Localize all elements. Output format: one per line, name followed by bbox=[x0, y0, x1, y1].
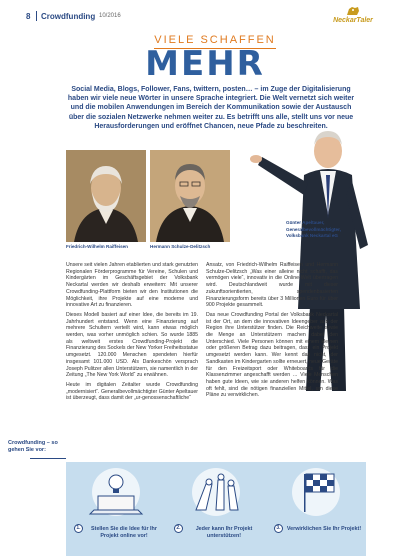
step-1 bbox=[66, 462, 166, 556]
body-paragraph: Das neue Crowdfunding Portal der Volksbank Neckartal ist der Ort, an dem die innovativen Ideengeber aus der Region ihre Unterstützer finden. Die Reichweite sowie die Menge an Unterstützern machen dabei den Unterschied. Viele Personen können mit einem kleinen oder größeren Betrag dazu beitragen, dass ein Projekt umgesetzt werden kann. Wer kennt das nicht, der Sandkasten im Kindergarten sollte erneuert, neue Geräte für den Freizeitsport oder Whiteboards für die Klassenzimmer angeschafft werden … Viele Menschen haben gute Ideen, wie sie anderen helfen können. Was oft fehlt, sind die nötigen finanziellen Mittel, um diese Pläne zu verwirklichen. bbox=[206, 311, 338, 399]
title-kicker: VIELE SCHAFFEN bbox=[154, 34, 276, 46]
person-caption-line-1: Günter Apeltauer, bbox=[286, 220, 325, 225]
portrait-caption-left: Friedrich-Wilhelm Raiffeisen bbox=[66, 244, 128, 249]
page-number: 8 bbox=[26, 12, 31, 21]
lightbulb-laptop-icon bbox=[66, 462, 166, 522]
step-number: 3. bbox=[274, 524, 283, 533]
crowdfunding-steps-label: Crowdfunding – so gehen Sie vor: bbox=[8, 440, 58, 453]
section-name: Crowdfunding bbox=[41, 12, 96, 21]
body-column-left bbox=[66, 262, 198, 405]
page-title: MEHR bbox=[145, 44, 265, 84]
header-divider bbox=[36, 11, 37, 21]
step-number: 2. bbox=[174, 524, 183, 533]
person-caption-line-2: Generalbevollmächtigter, bbox=[286, 226, 341, 232]
step-3 bbox=[266, 462, 366, 556]
portrait-caption-right: Hermann Schulze-Delitzsch bbox=[150, 244, 211, 249]
helping-hands-icon bbox=[166, 462, 266, 522]
person-caption bbox=[286, 220, 356, 240]
person-caption-line-3: Volksbank Neckartal eG bbox=[286, 233, 339, 238]
brand-logo bbox=[331, 5, 375, 29]
body-paragraph: Dieses Modell basiert auf einer Idee, die bereits im 19. Jahrhundert entstand. Wenn eine Finanzierung auf mehrere Schultern verteilt wird, kann etwas möglich werden, was vorher unmöglich schien. So wurde 1885 als weltweit erstes Crowdfunding-Projekt die Finanzierung des Sockels der New Yorker Freiheitsstatue umgesetzt. 120.000 Menschen spendeten hierfür insgesamt 101.000 USD. Als Dankeschön versprach Joseph Pulitzer allen Unterstützern, sie namentlich in der Zeitung „The New York World“ zu erwähnen. bbox=[66, 311, 198, 379]
body-paragraph: Unsere seit vielen Jahren etablierten und stark genutzten Regionalen Förderprogramme für Vereine, Schulen und Kindergärten im Geschäftsgebiet der Volksbank Neckartal werden wir deshalb erweitern: Mit unserer Crowdfunding-Plattform bieten wir den Institutionen die Möglichkeit, ihre Projekte auf eine moderne und innovative Art zu finanzieren. bbox=[66, 262, 198, 309]
body-paragraph: Heute im digitalen Zeitalter wurde Crowdfunding „modernisiert“. Generalbevollmächtigter Günter Apeltauer ist überzeugt, dass damit der „ur-genossenschaftliche“ bbox=[66, 381, 198, 402]
portrait-schulze-delitzsch bbox=[150, 150, 230, 242]
portrait-raiffeisen bbox=[66, 150, 146, 242]
step-number: 1. bbox=[74, 524, 83, 533]
step-2 bbox=[166, 462, 266, 556]
lead-paragraph: Social Media, Blogs, Follower, Fans, twittern, posten… – im Zuge der Digitalisierung haben wir viele neue Wörter in unsere Sprache integriert. Die Welt vernetzt sich weiter und die mobilen Anwendungen im Bereich der Kommunikation sowie der Austausch über die sozialen Netzwerke nehmen weiter zu. Es betrifft uns alle, stellt uns vor neue Herausforderungen und eröffnet Chancen, neue Pfade zu beschreiten. bbox=[67, 86, 355, 130]
step-text: Verwirklichen Sie Ihr Projekt! bbox=[286, 526, 362, 532]
page-header bbox=[0, 0, 400, 30]
finish-flag-icon bbox=[266, 462, 366, 522]
step-text: Stellen Sie die Idee für Ihr Projekt online vor! bbox=[91, 526, 157, 539]
step-text: Jeder kann Ihr Projekt unterstützen! bbox=[195, 526, 253, 539]
body-paragraph: Ansatz, von Friedrich-Wilhelm Raiffeisen und Hermann Schulze-Delitzsch „Was einer alleine nicht schafft, das vermögen viele“, innovativ in die Online-Welt übertragen wird. Deutschlandweit wurde mit dieser zukunftsorientierten, spendenbasierten Finanzierungsform bereits über 3 Millionen Euro für über 900 Projekte gesammelt. bbox=[206, 262, 338, 309]
logo-wordmark: NeckarTaler bbox=[333, 17, 373, 24]
label-connector-line bbox=[30, 458, 66, 459]
issue-date: 10/2016 bbox=[99, 13, 121, 19]
lion-icon bbox=[345, 5, 361, 17]
body-column-right bbox=[206, 262, 338, 402]
